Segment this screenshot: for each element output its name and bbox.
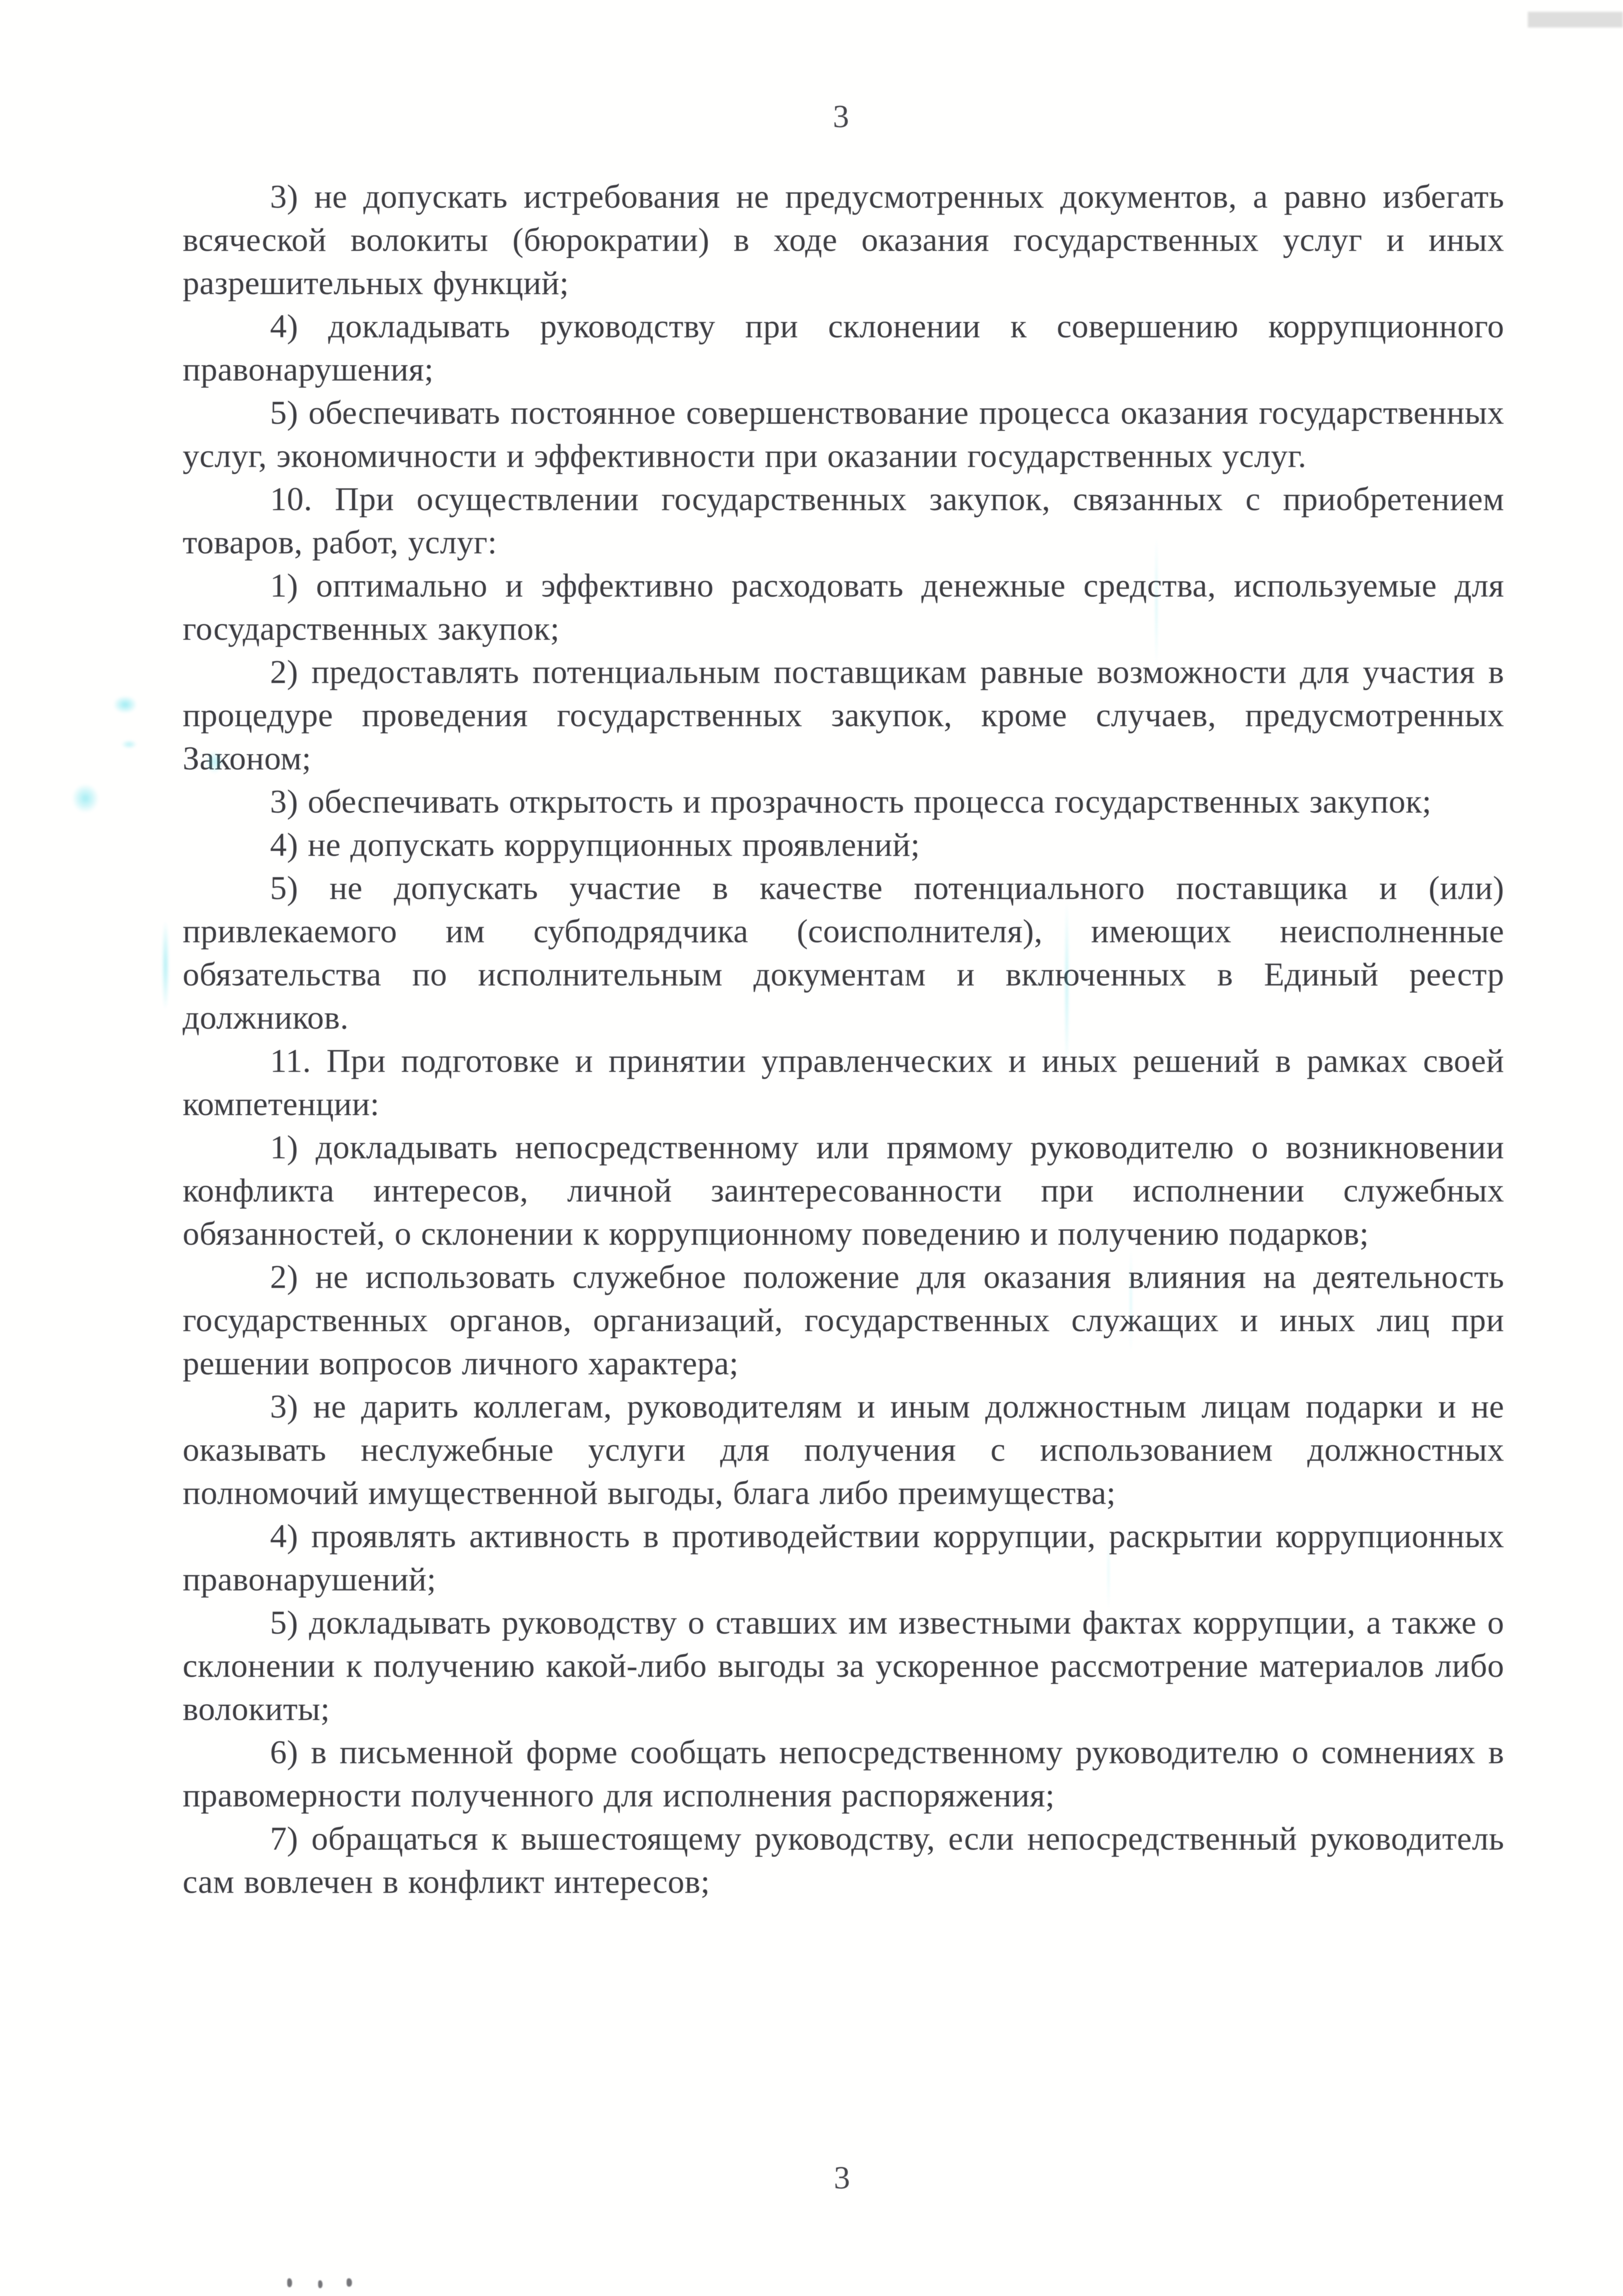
list-item: 4) докладывать руководству при склонении к совершению коррупционного правонарушения; (183, 307, 1504, 388)
scan-artifact (162, 922, 169, 1008)
list-item: 2) предоставлять потенциальным поставщикам равные возможности для участия в процедуре проведения государственных закупок, кроме случаев, предусмотренных Законом; (183, 653, 1504, 777)
page-number-bottom: 3 (834, 2160, 850, 2196)
scan-artifact (318, 2280, 323, 2288)
list-item: 1) оптимально и эффективно расходовать денежные средства, используемые для государственных закупок; (183, 567, 1504, 647)
scan-artifact (347, 2278, 352, 2287)
list-item: 1) докладывать непосредственному или прямому руководителю о возникновении конфликта интересов, личной заинтересованности при исполнении служебных обязанностей, о склонении к коррупционному поведению и получению подарков; (183, 1128, 1504, 1252)
list-item: 11. При подготовке и принятии управленческих и иных решений в рамках своей компетенции: (183, 1042, 1504, 1122)
list-item: 3) обеспечивать открытость и прозрачность процесса государственных закупок; (270, 783, 1432, 820)
document-body (183, 175, 1504, 1903)
list-item: 5) не допускать участие в качестве потенциального поставщика и (или) привлекаемого им субподрядчика (соисполнителя), имеющих неисполненные обязательства по исполнительным документам и включенных в Единый реестр должников. (183, 869, 1504, 1036)
scan-artifact (1528, 12, 1623, 27)
list-item: 3) не допускать истребования не предусмотренных документов, а равно избегать всяческой волокиты (бюрократии) в ходе оказания государственных услуг и иных разрешительных функций; (183, 178, 1504, 301)
list-item: 6) в письменной форме сообщать непосредственному руководителю о сомнениях в правомерности полученного для исполнения распоряжения; (183, 1733, 1504, 1814)
list-item: 2) не использовать служебное положение для оказания влияния на деятельность государственных органов, организаций, государственных служащих и иных лиц при решении вопросов личного характера; (183, 1258, 1504, 1382)
page-number-top: 3 (833, 99, 849, 135)
list-item: 10. При осуществлении государственных закупок, связанных с приобретением товаров, работ, услуг: (183, 480, 1504, 561)
list-item: 4) не допускать коррупционных проявлений; (270, 826, 920, 863)
scan-artifact (73, 785, 98, 812)
list-item: 3) не дарить коллегам, руководителям и иным должностным лицам подарки и не оказывать неслужебные услуги для получения с использованием должностных полномочий имущественной выгоды, блага либо преимущества; (183, 1388, 1504, 1511)
scan-artifact (122, 740, 136, 748)
list-item: 7) обращаться к вышестоящему руководству, если непосредственный руководитель сам вовлечен в конфликт интересов; (183, 1820, 1504, 1900)
scan-artifact (287, 2278, 292, 2287)
list-item: 5) докладывать руководству о ставших им известными фактах коррупции, а также о склонении к получению какой-либо выгоды за ускоренное рассмотрение материалов либо волокиты; (183, 1604, 1504, 1727)
list-item: 4) проявлять активность в противодействии коррупции, раскрытии коррупционных правонарушений; (183, 1517, 1504, 1598)
list-item: 5) обеспечивать постоянное совершенствование процесса оказания государственных услуг, экономичности и эффективности при оказании государственных услуг. (183, 394, 1504, 474)
scan-artifact (114, 696, 136, 713)
